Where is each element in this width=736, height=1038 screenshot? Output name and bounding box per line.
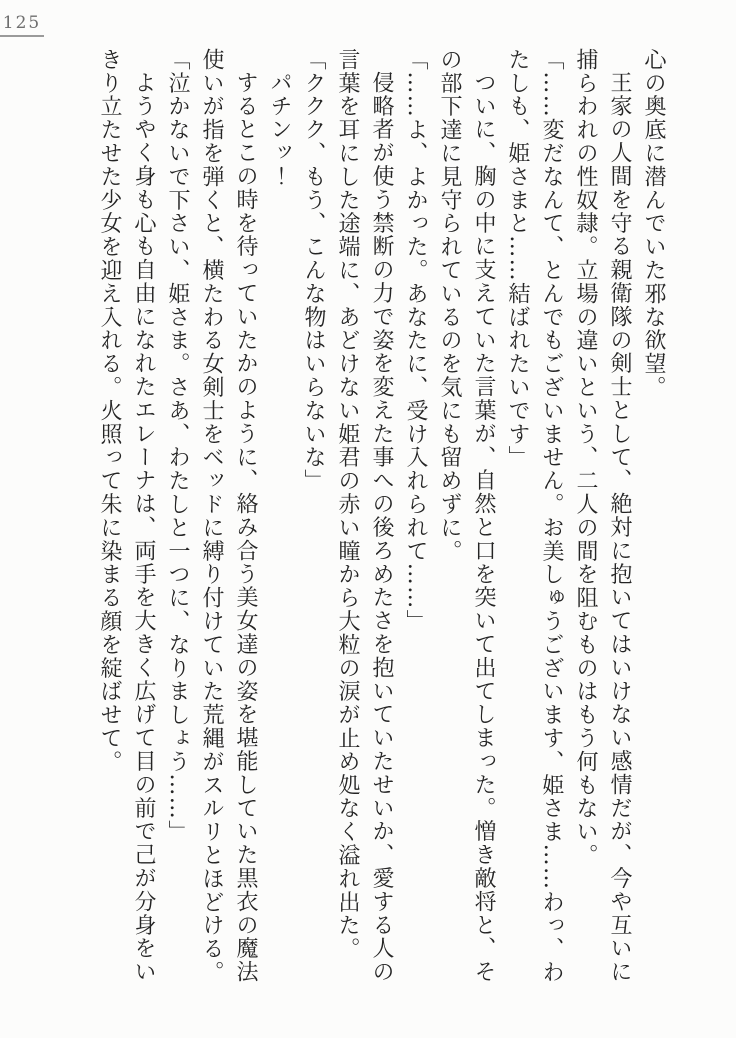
- paragraph: ついに、胸の中に支えていた言葉が、自然と口を突いて出てしまった。憎き敵将と、その部下達に見守られているのを気にも留めずに。: [437, 48, 496, 984]
- paragraph: 心の奥底に潜んでいた邪な欲望。: [641, 48, 666, 399]
- paragraph: 「ククク、もう、こんな物はいらないな」: [301, 48, 326, 493]
- paragraph: 王家の人間を守る親衛隊の剣士として、絶対に抱いてはいけない感情だが、今や互いに捕らわれの性奴隷。立場の違いという、二人の間を阻むものはもう何もない。: [573, 48, 632, 984]
- page-number-text: 125: [2, 13, 42, 33]
- paragraph: するとこの時を待っていたかのように、絡み合う美女達の姿を堪能していた黒衣の魔法使いが指を弾くと、横たわる女剣士をベッドに縛り付けていた荒縄がスルリとほどける。: [199, 48, 258, 984]
- paragraph: パチンッ！: [267, 71, 292, 189]
- paragraph: 「……変だなんて、とんでもございません。お美しゅうございます、姫さま……わっ、わたしも、姫さまと……結ばれたいです」: [505, 48, 564, 984]
- paragraph: 「……よ、よかった。あなたに、受け入れられて……」: [403, 48, 428, 633]
- page-number: [0, 13, 44, 37]
- paragraph: 「泣かないで下さい、姫さま。さあ、わたしと一つに、なりましょう……」: [165, 48, 190, 844]
- paragraph: ようやく身も心も自由になれたエレーナは、両手を大きく広げて目の前で己が分身をいきり立たせた少女を迎え入れる。火照って朱に染まる顔を綻ばせて。: [97, 48, 156, 984]
- paragraph: 侵略者が使う禁断の力で姿を変えた事への後ろめたさを抱いていたせいか、愛する人の言葉を耳にした途端に、あどけない姫君の赤い瞳から大粒の涙が止め処なく溢れ出た。: [335, 48, 394, 984]
- page-text: [84, 48, 670, 984]
